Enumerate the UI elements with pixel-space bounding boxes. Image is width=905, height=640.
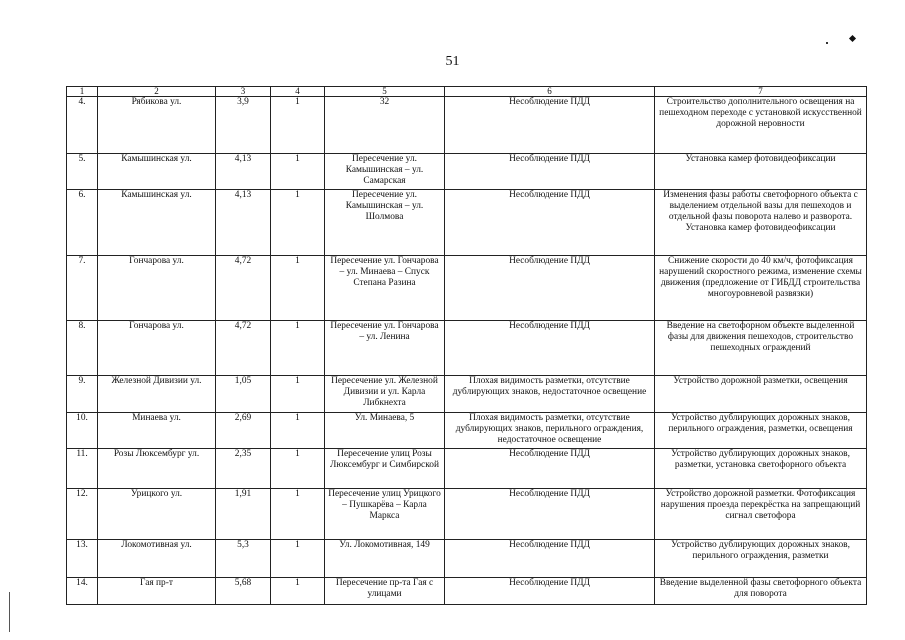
count-cell: 1 [271, 376, 325, 413]
row-number: 6. [67, 190, 98, 256]
value-cell: 1,05 [216, 376, 271, 413]
table-row [67, 413, 867, 449]
location-cell: Пересечение улиц Розы Люксембург и Симбирской [325, 449, 445, 489]
measure-cell: Введение на светофорном объекте выделенной фазы для движения пешеходов, строительство пешеходных ограждений [655, 321, 867, 376]
table-row [67, 376, 867, 413]
location-cell: Пересечение ул. Железной Дивизии и ул. Карла Либкнехта [325, 376, 445, 413]
measure-cell: Устройство дорожной разметки, освещения [655, 376, 867, 413]
column-number: 3 [216, 87, 271, 97]
cause-cell: Несоблюдение ПДД [445, 578, 655, 605]
measure-cell: Устройство дорожной разметки. Фотофиксация нарушения проезда перекрёстка на запрещающий сигнал светофора [655, 489, 867, 540]
table-row [67, 578, 867, 605]
table-row [67, 540, 867, 578]
value-cell: 4,13 [216, 190, 271, 256]
table-row [67, 97, 867, 154]
cause-cell: Несоблюдение ПДД [445, 449, 655, 489]
column-number: 2 [98, 87, 216, 97]
count-cell: 1 [271, 540, 325, 578]
row-number: 9. [67, 376, 98, 413]
row-number: 14. [67, 578, 98, 605]
table-row [67, 449, 867, 489]
street-cell: Камышинская ул. [98, 154, 216, 190]
row-number: 10. [67, 413, 98, 449]
street-cell: Минаева ул. [98, 413, 216, 449]
measure-cell: Установка камер фотовидеофиксации [655, 154, 867, 190]
value-cell: 2,35 [216, 449, 271, 489]
scan-mark [849, 35, 856, 42]
row-number: 12. [67, 489, 98, 540]
measure-cell: Устройство дублирующих дорожных знаков, разметки, установка светофорного объекта [655, 449, 867, 489]
count-cell: 1 [271, 321, 325, 376]
value-cell: 2,69 [216, 413, 271, 449]
count-cell: 1 [271, 256, 325, 321]
value-cell: 4,72 [216, 256, 271, 321]
value-cell: 4,72 [216, 321, 271, 376]
column-number: 6 [445, 87, 655, 97]
location-cell: 32 [325, 97, 445, 154]
row-number: 5. [67, 154, 98, 190]
count-cell: 1 [271, 190, 325, 256]
count-cell: 1 [271, 97, 325, 154]
row-number: 13. [67, 540, 98, 578]
column-number: 7 [655, 87, 867, 97]
street-cell: Камышинская ул. [98, 190, 216, 256]
street-cell: Урицкого ул. [98, 489, 216, 540]
table-row [67, 190, 867, 256]
cause-cell: Несоблюдение ПДД [445, 97, 655, 154]
street-cell: Гончарова ул. [98, 321, 216, 376]
measure-cell: Устройство дублирующих дорожных знаков, перильного ограждения, разметки [655, 540, 867, 578]
count-cell: 1 [271, 489, 325, 540]
column-number: 5 [325, 87, 445, 97]
measure-cell: Устройство дублирующих дорожных знаков, перильного ограждения, разметки, освещения [655, 413, 867, 449]
location-cell: Пересечение ул. Камышинская – ул. Самарская [325, 154, 445, 190]
cause-cell: Плохая видимость разметки, отсутствие дублирующих знаков, недостаточное освещение [445, 376, 655, 413]
table-row [67, 489, 867, 540]
value-cell: 1,91 [216, 489, 271, 540]
location-cell: Пересечение ул. Гончарова – ул. Минаева – Спуск Степана Разина [325, 256, 445, 321]
location-cell: Ул. Локомотивная, 149 [325, 540, 445, 578]
location-cell: Пересечение пр-та Гая с улицами [325, 578, 445, 605]
location-cell: Пересечение ул. Гончарова – ул. Ленина [325, 321, 445, 376]
value-cell: 4,13 [216, 154, 271, 190]
value-cell: 5,3 [216, 540, 271, 578]
scan-edge-mark [9, 592, 10, 632]
location-cell: Пересечение улиц Урицкого – Пушкарёва – Карла Маркса [325, 489, 445, 540]
measure-cell: Строительство дополнительного освещения на пешеходном переходе с установкой искусственной дорожной неровности [655, 97, 867, 154]
scan-dot [826, 42, 828, 44]
street-cell: Розы Люксембург ул. [98, 449, 216, 489]
location-cell: Ул. Минаева, 5 [325, 413, 445, 449]
column-number: 1 [67, 87, 98, 97]
count-cell: 1 [271, 154, 325, 190]
accident-sites-table [66, 86, 867, 605]
cause-cell: Несоблюдение ПДД [445, 154, 655, 190]
street-cell: Рябикова ул. [98, 97, 216, 154]
cause-cell: Несоблюдение ПДД [445, 190, 655, 256]
measure-cell: Введение выделенной фазы светофорного объекта для поворота [655, 578, 867, 605]
row-number: 8. [67, 321, 98, 376]
column-number-row [67, 87, 867, 97]
table-row [67, 154, 867, 190]
row-number: 7. [67, 256, 98, 321]
cause-cell: Несоблюдение ПДД [445, 321, 655, 376]
table-row [67, 321, 867, 376]
count-cell: 1 [271, 578, 325, 605]
count-cell: 1 [271, 413, 325, 449]
street-cell: Железной Дивизии ул. [98, 376, 216, 413]
value-cell: 3,9 [216, 97, 271, 154]
table-row [67, 256, 867, 321]
row-number: 11. [67, 449, 98, 489]
street-cell: Гая пр-т [98, 578, 216, 605]
measure-cell: Снижение скорости до 40 км/ч, фотофиксация нарушений скоростного режима, изменение схемы движения (предложение от ГИБДД строительства многоуровневой развязки) [655, 256, 867, 321]
count-cell: 1 [271, 449, 325, 489]
column-number: 4 [271, 87, 325, 97]
cause-cell: Несоблюдение ПДД [445, 540, 655, 578]
cause-cell: Несоблюдение ПДД [445, 256, 655, 321]
location-cell: Пересечение ул. Камышинская – ул. Шолмова [325, 190, 445, 256]
street-cell: Гончарова ул. [98, 256, 216, 321]
page-number: 51 [445, 54, 460, 69]
measure-cell: Изменения фазы работы светофорного объекта с выделением отдельной вазы для пешеходов и отдельной фазы поворота налево и разворота. Установка камер фотовидеофиксации [655, 190, 867, 256]
row-number: 4. [67, 97, 98, 154]
value-cell: 5,68 [216, 578, 271, 605]
street-cell: Локомотивная ул. [98, 540, 216, 578]
cause-cell: Плохая видимость разметки, отсутствие дублирующих знаков, перильного ограждения, недостаточное освещение [445, 413, 655, 449]
cause-cell: Несоблюдение ПДД [445, 489, 655, 540]
